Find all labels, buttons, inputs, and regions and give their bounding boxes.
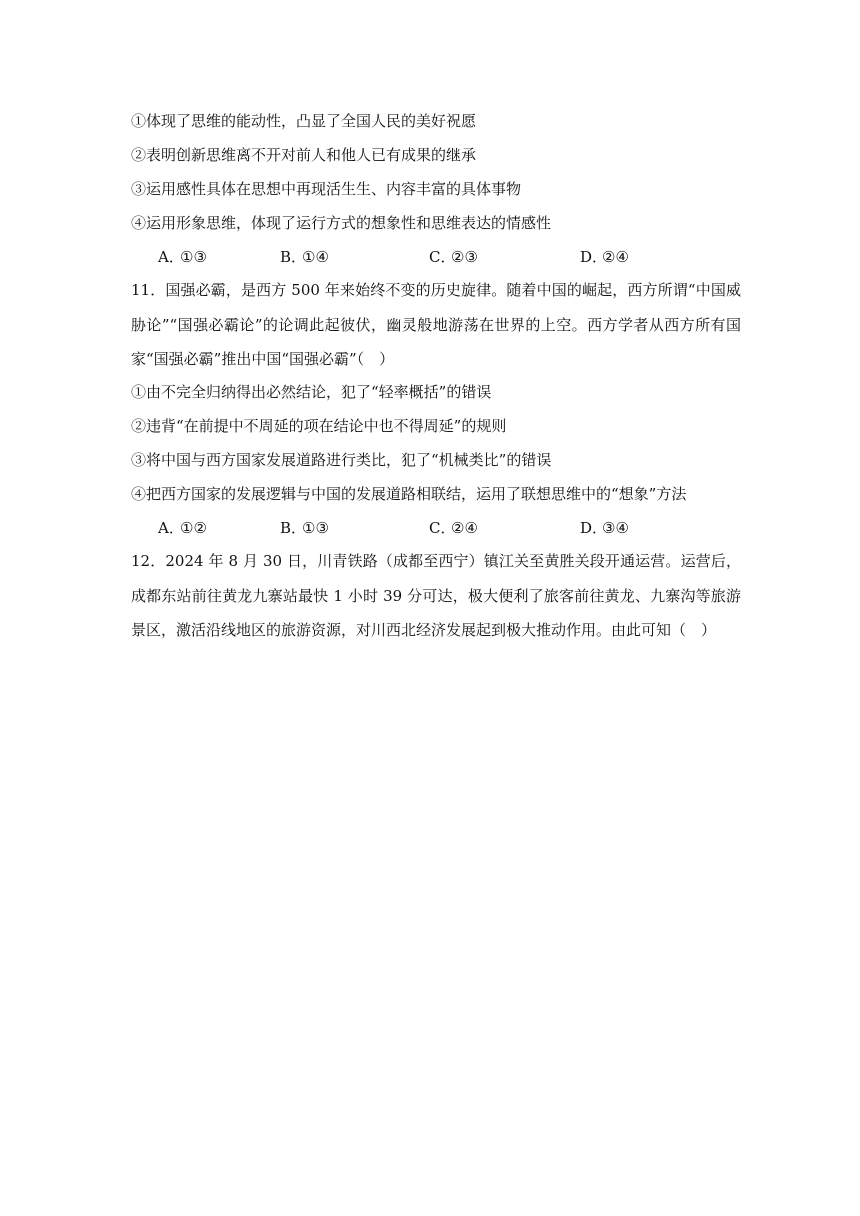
q11-option-1: ①由不完全归纳得出必然结论，犯了“轻率概括”的错误: [131, 383, 492, 401]
q12-stem: 12．2024 年 8 月 30 日，川青铁路（成都至西宁）镇江关至黄胜关段开通运营。运营后，成都东站前往黄龙九寨站最快 1 小时 39 分可达，极大便利了旅客前往黄龙、九寨沟等旅游景区，激活沿线地区的旅游资源，对川西北经济发展起到极大推动作用。由此可知（ ）: [131, 552, 741, 639]
q10-choice-b: B．①④: [280, 248, 329, 266]
q10-option-2: ②表明创新思维离不开对前人和他人已有成果的继承: [131, 146, 477, 164]
q11-option-4: ④把西方国家的发展逻辑与中国的发展道路相联结，运用了联想思维中的“想象”方法: [131, 485, 687, 503]
q11-choice-c: C．②④: [429, 519, 478, 537]
q10-option-4: ④运用形象思维，体现了运行方式的想象性和思维表达的情感性: [131, 214, 552, 232]
q11-option-3: ③将中国与西方国家发展道路进行类比，犯了“机械类比”的错误: [131, 451, 552, 469]
q10-choice-a: A．①③: [158, 248, 207, 266]
q10-choice-d: D．②④: [580, 248, 629, 266]
q11-choice-d: D．③④: [580, 519, 629, 537]
q11-option-2: ②违背“在前提中不周延的项在结论中也不得周延”的规则: [131, 417, 507, 435]
q11-choice-a: A．①②: [158, 519, 207, 537]
q10-option-3: ③运用感性具体在思想中再现活生生、内容丰富的具体事物: [131, 180, 522, 198]
q10-choice-c: C．②③: [429, 248, 478, 266]
q11-stem: 11．国强必霸，是西方 500 年来始终不变的历史旋律。随着中国的崛起，西方所谓“中国威胁论”“国强必霸论”的论调此起彼伏，幽灵般地游荡在世界的上空。西方学者从西方所有国家“国强必霸”推出中国“国强必霸”（ ）: [131, 281, 741, 368]
q10-option-1: ①体现了思维的能动性，凸显了全国人民的美好祝愿: [131, 112, 477, 130]
q11-choice-b: B．①③: [280, 519, 329, 537]
